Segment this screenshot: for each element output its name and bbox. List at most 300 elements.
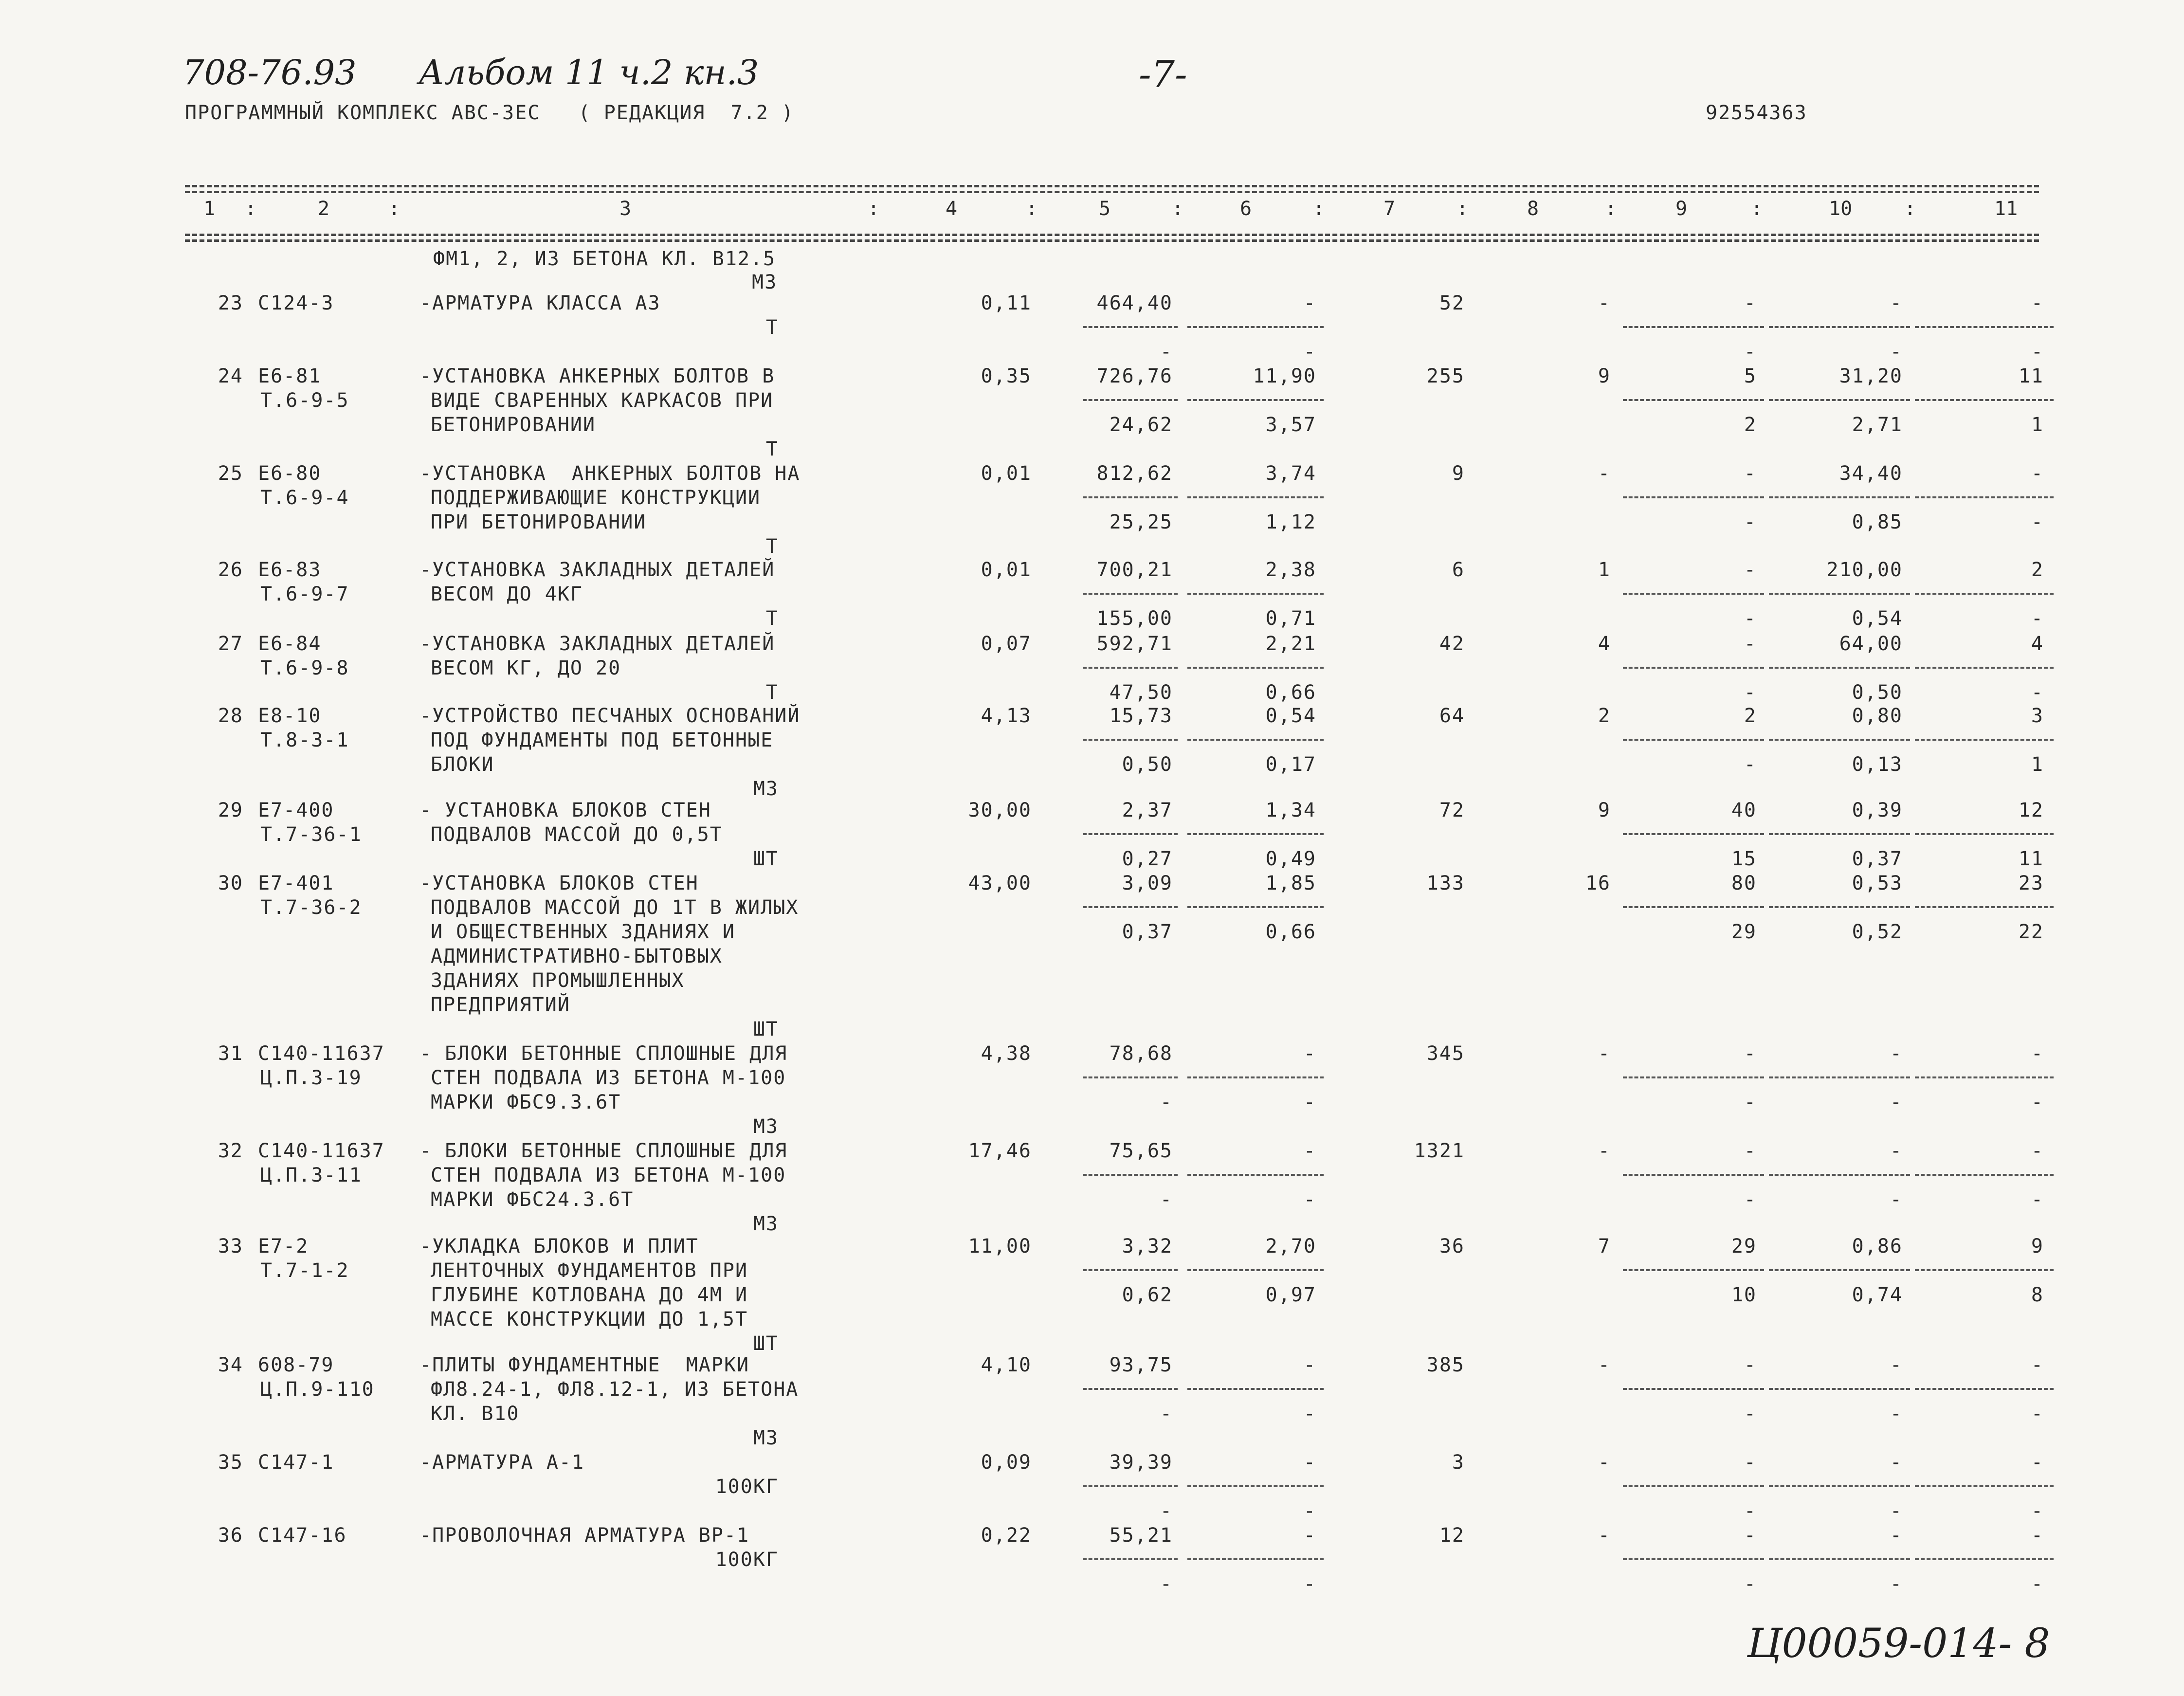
work-description: ПРЕДПРИЯТИЙ <box>431 994 570 1016</box>
work-description: -УСТАНОВКА АНКЕРНЫХ БОЛТОВ В <box>419 365 775 387</box>
cell-fraction-rule <box>1187 326 1324 328</box>
row-number: 31 <box>218 1042 243 1065</box>
hand-album-label: Альбом 11 ч.2 кн.3 <box>419 53 759 92</box>
col8-value: 9 <box>1598 365 1611 387</box>
work-description: ПОДВАЛОВ МАССОЙ ДО 0,5Т <box>431 823 723 846</box>
col10-sub-value: 0,13 <box>1852 753 1903 776</box>
machine-cost-wages: 0,97 <box>1265 1284 1316 1306</box>
unit-cost-wages: - <box>1160 1573 1173 1595</box>
col11-sub-value: - <box>2031 1188 2044 1211</box>
cell-fraction-rule <box>1769 906 1910 908</box>
unit-cost: 78,68 <box>1109 1042 1173 1065</box>
unit-cost-wages: - <box>1160 1188 1173 1211</box>
rate-code: С147-16 <box>258 1524 347 1547</box>
cell-fraction-rule <box>1915 1174 2054 1176</box>
col8-value: - <box>1598 1042 1611 1065</box>
rate-code: С147-1 <box>258 1451 334 1474</box>
work-description: ВИДЕ СВАРЕННЫХ КАРКАСОВ ПРИ <box>431 389 774 412</box>
cell-fraction-rule <box>1187 496 1324 498</box>
rate-reference: Т.7-36-1 <box>260 823 362 846</box>
cell-fraction-rule <box>1915 496 2054 498</box>
col11-sub-value: - <box>2031 681 2044 704</box>
cell-fraction-rule <box>1623 496 1764 498</box>
total-cost: 12 <box>1439 1524 1465 1547</box>
cell-fraction-rule <box>1083 1269 1178 1271</box>
quantity: 11,00 <box>968 1235 1032 1258</box>
rate-reference: Т.8-3-1 <box>260 729 349 751</box>
rate-code: С140-11637 <box>258 1140 385 1162</box>
total-cost: 1321 <box>1414 1140 1465 1162</box>
rate-reference: Т.6-9-5 <box>260 389 349 412</box>
cell-fraction-rule <box>1623 1388 1764 1390</box>
cell-fraction-rule <box>1083 739 1178 741</box>
col10-sub-value: 0,37 <box>1852 848 1903 870</box>
row-number: 34 <box>218 1354 243 1376</box>
row-number: 30 <box>218 872 243 894</box>
cell-fraction-rule <box>1187 739 1324 741</box>
unit-cost: 39,39 <box>1109 1451 1173 1474</box>
col11-sub-value: - <box>2031 1403 2044 1425</box>
col10-value: 34,40 <box>1839 462 1903 485</box>
cell-fraction-rule <box>1769 1269 1910 1271</box>
unit-cost-wages: - <box>1160 1403 1173 1425</box>
unit-of-measure: ШТ <box>753 1332 779 1355</box>
cell-fraction-rule <box>1187 833 1324 835</box>
unit-cost-wages: 24,62 <box>1109 414 1173 436</box>
cell-fraction-rule <box>1915 1485 2054 1487</box>
cell-fraction-rule <box>1769 1388 1910 1390</box>
col8-value: - <box>1598 462 1611 485</box>
col8-value: - <box>1598 1354 1611 1376</box>
cell-fraction-rule <box>1915 833 2054 835</box>
col9-sub-value: - <box>1744 1403 1757 1425</box>
quantity: 30,00 <box>968 799 1032 821</box>
rate-reference: Ц.П.3-11 <box>260 1164 362 1186</box>
cell-fraction-rule <box>1187 1485 1324 1487</box>
unit-cost: 3,32 <box>1122 1235 1173 1258</box>
col9-sub-value: - <box>1744 511 1757 533</box>
col11-value: 9 <box>2031 1235 2044 1258</box>
work-description: ПОДВАЛОВ МАССОЙ ДО 1Т В ЖИЛЫХ <box>431 896 799 919</box>
cell-fraction-rule <box>1623 833 1764 835</box>
cell-fraction-rule <box>1769 326 1910 328</box>
column-header-4: 4 <box>946 198 958 220</box>
work-description: ЗДАНИЯХ ПРОМЫШЛЕННЫХ <box>431 969 685 992</box>
cell-fraction-rule <box>1187 1558 1324 1560</box>
col11-sub-value: - <box>2031 341 2044 363</box>
col11-value: - <box>2031 1042 2044 1065</box>
col10-sub-value: 0,54 <box>1852 607 1903 630</box>
column-header-7: 7 <box>1383 198 1396 220</box>
unit-cost: 464,40 <box>1096 292 1173 314</box>
unit-cost: 2,37 <box>1122 799 1173 821</box>
work-description: -УСТАНОВКА АНКЕРНЫХ БОЛТОВ НА <box>419 462 801 485</box>
machine-cost: - <box>1303 292 1316 314</box>
cell-fraction-rule <box>1083 1174 1178 1176</box>
col9-value: - <box>1744 1524 1757 1547</box>
machine-cost-wages: 0,66 <box>1265 681 1316 704</box>
intro-unit: М3 <box>752 271 778 293</box>
total-cost: 9 <box>1452 462 1465 485</box>
col10-value: - <box>1890 1354 1903 1376</box>
total-cost: 3 <box>1452 1451 1465 1474</box>
machine-cost-wages: 0,66 <box>1265 921 1316 943</box>
cell-fraction-rule <box>1769 1076 1910 1078</box>
col11-value: 12 <box>2018 799 2044 821</box>
work-description: ЛЕНТОЧНЫХ ФУНДАМЕНТОВ ПРИ <box>431 1259 748 1282</box>
col10-sub-value: 0,74 <box>1852 1284 1903 1306</box>
col11-sub-value: 11 <box>2018 848 2044 870</box>
col11-value: - <box>2031 1354 2044 1376</box>
col9-sub-value: - <box>1744 753 1757 776</box>
work-description: ВЕСОМ КГ, ДО 20 <box>431 657 621 679</box>
column-header-10: 10 <box>1829 198 1853 220</box>
cell-fraction-rule <box>1915 1076 2054 1078</box>
machine-cost-wages: 0,17 <box>1265 753 1316 776</box>
col9-value: - <box>1744 292 1757 314</box>
work-description: ПОД ФУНДАМЕНТЫ ПОД БЕТОННЫЕ <box>431 729 774 751</box>
col11-sub-value: - <box>2031 607 2044 630</box>
unit-of-measure: ШТ <box>753 1018 779 1040</box>
col10-value: 64,00 <box>1839 633 1903 655</box>
unit-cost: 75,65 <box>1109 1140 1173 1162</box>
row-number: 27 <box>218 633 243 655</box>
col9-sub-value: - <box>1744 1188 1757 1211</box>
unit-of-measure: Т <box>765 681 779 704</box>
col10-sub-value: 0,52 <box>1852 921 1903 943</box>
cell-fraction-rule <box>1187 1174 1324 1176</box>
header-top-rule-2 <box>185 191 2039 193</box>
work-description: -АРМАТУРА А-1 <box>419 1451 585 1474</box>
program-title: ПРОГРАММНЫЙ КОМПЛЕКС АВС-3ЕС ( РЕДАКЦИЯ 7.2 ) <box>185 102 794 124</box>
cell-fraction-rule <box>1915 1388 2054 1390</box>
row-number: 36 <box>218 1524 243 1547</box>
cell-fraction-rule <box>1623 667 1764 669</box>
cell-fraction-rule <box>1187 906 1324 908</box>
col11-value: - <box>2031 292 2044 314</box>
quantity: 0,35 <box>981 365 1032 387</box>
machine-cost: 1,85 <box>1265 872 1316 894</box>
quantity: 43,00 <box>968 872 1032 894</box>
rate-reference: Т.7-36-2 <box>260 896 362 919</box>
unit-of-measure: М3 <box>753 778 779 800</box>
col8-value: 2 <box>1598 705 1611 727</box>
header-bottom-rule <box>185 234 2039 236</box>
machine-cost-wages: 1,12 <box>1265 511 1316 533</box>
rate-reference: Ц.П.3-19 <box>260 1067 362 1089</box>
quantity: 0,01 <box>981 559 1032 581</box>
cell-fraction-rule <box>1623 1269 1764 1271</box>
cell-fraction-rule <box>1623 326 1764 328</box>
hand-doc-code: 708-76.93 <box>182 53 357 92</box>
column-header-6: 6 <box>1240 198 1252 220</box>
unit-cost-wages: 0,50 <box>1122 753 1173 776</box>
col10-sub-value: - <box>1890 341 1903 363</box>
unit-cost-wages: 47,50 <box>1109 681 1173 704</box>
cell-fraction-rule <box>1769 1558 1910 1560</box>
cell-fraction-rule <box>1623 739 1764 741</box>
hand-footer-code: Ц00059-014- 8 <box>1747 1621 2050 1667</box>
unit-of-measure: 100КГ <box>715 1549 779 1571</box>
col10-value: - <box>1890 292 1903 314</box>
row-number: 26 <box>218 559 243 581</box>
work-description: -УСТРОЙСТВО ПЕСЧАНЫХ ОСНОВАНИЙ <box>419 705 801 727</box>
cell-fraction-rule <box>1623 1076 1764 1078</box>
machine-cost: 0,54 <box>1265 705 1316 727</box>
column-separator: : <box>868 198 880 220</box>
col8-value: - <box>1598 1451 1611 1474</box>
cell-fraction-rule <box>1083 593 1178 595</box>
col8-value: - <box>1598 1140 1611 1162</box>
col11-sub-value: 22 <box>2018 921 2044 943</box>
cell-fraction-rule <box>1083 1076 1178 1078</box>
total-cost: 385 <box>1426 1354 1465 1376</box>
cell-fraction-rule <box>1187 1269 1324 1271</box>
col10-sub-value: - <box>1890 1500 1903 1522</box>
unit-of-measure: Т <box>765 438 779 460</box>
rate-code: Е8-10 <box>258 705 322 727</box>
column-separator: : <box>1456 198 1469 220</box>
machine-cost-wages: - <box>1303 1188 1316 1211</box>
cell-fraction-rule <box>1187 399 1324 401</box>
unit-cost-wages: - <box>1160 1500 1173 1522</box>
work-description: ВЕСОМ ДО 4КГ <box>431 583 583 605</box>
col11-value: 4 <box>2031 633 2044 655</box>
col10-value: 0,39 <box>1852 799 1903 821</box>
col8-value: 1 <box>1598 559 1611 581</box>
unit-cost: 592,71 <box>1096 633 1173 655</box>
work-description: ПОДДЕРЖИВАЮЩИЕ КОНСТРУКЦИИ <box>431 487 761 509</box>
machine-cost: 2,70 <box>1265 1235 1316 1258</box>
header-top-rule <box>185 185 2039 187</box>
cell-fraction-rule <box>1769 496 1910 498</box>
col10-sub-value: - <box>1890 1091 1903 1113</box>
machine-cost: 2,38 <box>1265 559 1316 581</box>
total-cost: 133 <box>1426 872 1465 894</box>
machine-cost: 11,90 <box>1253 365 1316 387</box>
cell-fraction-rule <box>1915 399 2054 401</box>
work-description: СТЕН ПОДВАЛА ИЗ БЕТОНА М-100 <box>431 1067 786 1089</box>
col10-sub-value: - <box>1890 1403 1903 1425</box>
unit-cost: 3,09 <box>1122 872 1173 894</box>
col9-sub-value: 29 <box>1731 921 1757 943</box>
quantity: 0,01 <box>981 462 1032 485</box>
cell-fraction-rule <box>1915 906 2054 908</box>
work-description: ПРИ БЕТОНИРОВАНИИ <box>431 511 647 533</box>
unit-cost-wages: - <box>1160 1091 1173 1113</box>
cell-fraction-rule <box>1187 667 1324 669</box>
cell-fraction-rule <box>1915 593 2054 595</box>
unit-of-measure: М3 <box>753 1213 779 1235</box>
col11-value: - <box>2031 1524 2044 1547</box>
unit-of-measure: ШТ <box>753 848 779 870</box>
header-bottom-rule-2 <box>185 239 2039 242</box>
quantity: 4,13 <box>981 705 1032 727</box>
unit-cost-wages: 0,27 <box>1122 848 1173 870</box>
unit-cost: 55,21 <box>1109 1524 1173 1547</box>
work-description: КЛ. В10 <box>431 1403 520 1425</box>
quantity: 17,46 <box>968 1140 1032 1162</box>
cell-fraction-rule <box>1083 1558 1178 1560</box>
machine-cost: 2,21 <box>1265 633 1316 655</box>
rate-code: Е6-83 <box>258 559 322 581</box>
intro-line: ФМ1, 2, ИЗ БЕТОНА КЛ. В12.5 <box>433 248 776 270</box>
cell-fraction-rule <box>1083 1388 1178 1390</box>
col9-sub-value: 15 <box>1731 848 1757 870</box>
quantity: 0,11 <box>981 292 1032 314</box>
work-description: - БЛОКИ БЕТОННЫЕ СПЛОШНЫЕ ДЛЯ <box>419 1140 788 1162</box>
unit-of-measure: Т <box>765 316 779 339</box>
quantity: 4,10 <box>981 1354 1032 1376</box>
unit-of-measure: М3 <box>753 1427 779 1449</box>
col10-sub-value: - <box>1890 1188 1903 1211</box>
rate-code: 608-79 <box>258 1354 334 1376</box>
unit-cost: 812,62 <box>1096 462 1173 485</box>
col9-sub-value: 10 <box>1731 1284 1757 1306</box>
col8-value: - <box>1598 1524 1611 1547</box>
col9-value: - <box>1744 1354 1757 1376</box>
column-header-11: 11 <box>1994 198 2018 220</box>
col9-value: 5 <box>1744 365 1757 387</box>
row-number: 24 <box>218 365 243 387</box>
work-description: АДМИНИСТРАТИВНО-БЫТОВЫХ <box>431 945 723 967</box>
column-header-3: 3 <box>619 198 632 220</box>
quantity: 0,22 <box>981 1524 1032 1547</box>
col9-sub-value: - <box>1744 1500 1757 1522</box>
cell-fraction-rule <box>1083 496 1178 498</box>
col9-value: - <box>1744 1042 1757 1065</box>
col9-sub-value: - <box>1744 1091 1757 1113</box>
doc-number: 92554363 <box>1706 102 1807 124</box>
col8-value: - <box>1598 292 1611 314</box>
row-number: 28 <box>218 705 243 727</box>
unit-cost: 93,75 <box>1109 1354 1173 1376</box>
cell-fraction-rule <box>1769 667 1910 669</box>
machine-cost-wages: - <box>1303 1500 1316 1522</box>
col8-value: 7 <box>1598 1235 1611 1258</box>
column-separator: : <box>1026 198 1038 220</box>
cell-fraction-rule <box>1083 833 1178 835</box>
row-number: 29 <box>218 799 243 821</box>
col11-value: - <box>2031 1451 2044 1474</box>
cell-fraction-rule <box>1187 593 1324 595</box>
unit-of-measure: Т <box>765 535 779 558</box>
work-description: -АРМАТУРА КЛАССА А3 <box>419 292 661 314</box>
col11-sub-value: - <box>2031 1500 2044 1522</box>
row-number: 35 <box>218 1451 243 1474</box>
total-cost: 255 <box>1426 365 1465 387</box>
cell-fraction-rule <box>1915 1558 2054 1560</box>
machine-cost: 3,74 <box>1265 462 1316 485</box>
hand-page-mark: -7- <box>1139 53 1187 96</box>
cell-fraction-rule <box>1769 1485 1910 1487</box>
col9-sub-value: - <box>1744 607 1757 630</box>
cell-fraction-rule <box>1915 739 2054 741</box>
column-separator: : <box>1313 198 1325 220</box>
col10-sub-value: 2,71 <box>1852 414 1903 436</box>
total-cost: 6 <box>1452 559 1465 581</box>
row-number: 32 <box>218 1140 243 1162</box>
rate-code: Е6-80 <box>258 462 322 485</box>
quantity: 0,07 <box>981 633 1032 655</box>
col8-value: 4 <box>1598 633 1611 655</box>
column-separator: : <box>245 198 257 220</box>
col10-sub-value: 0,85 <box>1852 511 1903 533</box>
machine-cost-wages: - <box>1303 1573 1316 1595</box>
cell-fraction-rule <box>1623 1558 1764 1560</box>
unit-cost-wages: 0,62 <box>1122 1284 1173 1306</box>
col11-value: 2 <box>2031 559 2044 581</box>
rate-code: Е6-81 <box>258 365 322 387</box>
machine-cost: - <box>1303 1524 1316 1547</box>
col10-value: 0,86 <box>1852 1235 1903 1258</box>
col10-value: - <box>1890 1524 1903 1547</box>
col9-sub-value: - <box>1744 341 1757 363</box>
row-number: 25 <box>218 462 243 485</box>
cell-fraction-rule <box>1769 593 1910 595</box>
col10-value: - <box>1890 1140 1903 1162</box>
col9-sub-value: - <box>1744 681 1757 704</box>
cell-fraction-rule <box>1623 399 1764 401</box>
column-header-8: 8 <box>1527 198 1539 220</box>
machine-cost: - <box>1303 1042 1316 1065</box>
cell-fraction-rule <box>1187 1076 1324 1078</box>
cell-fraction-rule <box>1187 1388 1324 1390</box>
total-cost: 36 <box>1439 1235 1465 1258</box>
quantity: 0,09 <box>981 1451 1032 1474</box>
machine-cost-wages: 3,57 <box>1265 414 1316 436</box>
unit-cost-wages: 155,00 <box>1096 607 1173 630</box>
work-description: БЛОКИ <box>431 753 494 776</box>
cell-fraction-rule <box>1083 399 1178 401</box>
col9-sub-value: - <box>1744 1573 1757 1595</box>
col9-value: 2 <box>1744 705 1757 727</box>
col11-sub-value: - <box>2031 511 2044 533</box>
unit-cost-wages: - <box>1160 341 1173 363</box>
col10-value: 0,80 <box>1852 705 1903 727</box>
cell-fraction-rule <box>1083 1485 1178 1487</box>
col8-value: 9 <box>1598 799 1611 821</box>
row-number: 23 <box>218 292 243 314</box>
col10-value: 0,53 <box>1852 872 1903 894</box>
unit-cost-wages: 25,25 <box>1109 511 1173 533</box>
col11-sub-value: 1 <box>2031 414 2044 436</box>
col9-value: - <box>1744 633 1757 655</box>
col9-value: - <box>1744 1140 1757 1162</box>
col10-sub-value: 0,50 <box>1852 681 1903 704</box>
col10-value: - <box>1890 1451 1903 1474</box>
col9-value: 40 <box>1731 799 1757 821</box>
unit-cost: 700,21 <box>1096 559 1173 581</box>
rate-reference: Т.6-9-7 <box>260 583 349 605</box>
machine-cost: 1,34 <box>1265 799 1316 821</box>
col10-value: - <box>1890 1042 1903 1065</box>
machine-cost: - <box>1303 1451 1316 1474</box>
col10-value: 210,00 <box>1826 559 1903 581</box>
column-separator: : <box>1605 198 1617 220</box>
machine-cost: - <box>1303 1354 1316 1376</box>
unit-cost: 726,76 <box>1096 365 1173 387</box>
work-description: БЕТОНИРОВАНИИ <box>431 414 596 436</box>
work-description: -ПЛИТЫ ФУНДАМЕНТНЫЕ МАРКИ <box>419 1354 750 1376</box>
col11-sub-value: 8 <box>2031 1284 2044 1306</box>
unit-cost: 15,73 <box>1109 705 1173 727</box>
col9-value: - <box>1744 1451 1757 1474</box>
cell-fraction-rule <box>1769 833 1910 835</box>
col11-sub-value: - <box>2031 1573 2044 1595</box>
machine-cost: - <box>1303 1140 1316 1162</box>
work-description: - БЛОКИ БЕТОННЫЕ СПЛОШНЫЕ ДЛЯ <box>419 1042 788 1065</box>
